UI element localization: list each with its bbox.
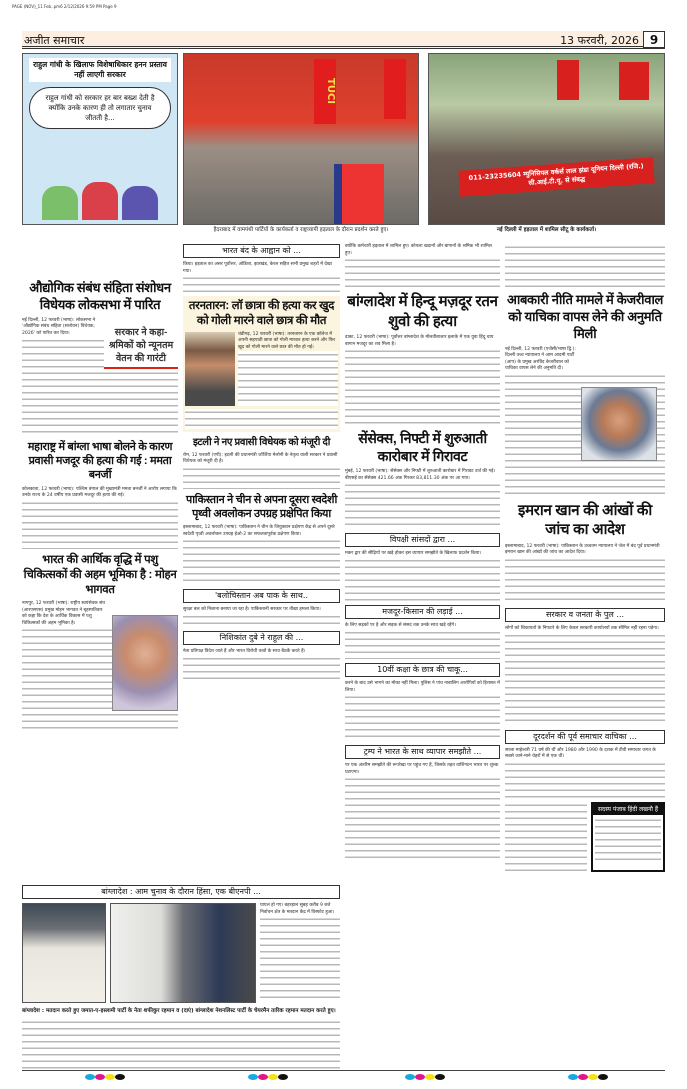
headline: इटली ने नए प्रवासी विधेयक को मंजूरी दी xyxy=(192,436,331,448)
continuation-heading: बांग्लादेश : आम चुनाव के दौरान हिंसा, एक बीएनपी ... xyxy=(22,885,340,899)
color-mark-magenta xyxy=(578,1074,588,1080)
continuation-heading: भारत बंद के आह्वान को ... xyxy=(183,244,340,258)
polls-photo-row xyxy=(22,903,340,1003)
flag xyxy=(619,62,649,100)
tarn-taran-body xyxy=(185,332,338,406)
photo-caption: नई दिल्ली में हड़ताल में शामिल सीटू के कार्यकर्ता। xyxy=(496,227,597,233)
protest-photo-hyderabad xyxy=(183,53,419,225)
color-mark-cyan xyxy=(85,1074,95,1080)
photo-caption: हैदराबाद में वामपंथी पार्टियों के कार्यकर्ता व राष्ट्रव्यापी हड़ताल के दौरान प्रदर्शन करते हुए। xyxy=(213,227,389,233)
article-body: लोगों को शिकायतों के निपटारे के लिए केवल सरकारी कार्यालयों तक सीमित नहीं रहना पड़ेगा। xyxy=(505,626,665,726)
headline: औद्योगिक संबंध संहिता संशोधन विधेयक लोकसभा में पारित xyxy=(29,280,171,312)
article-body xyxy=(185,409,338,429)
flag xyxy=(557,60,579,100)
left-columns xyxy=(22,244,340,731)
column-c xyxy=(345,244,500,1069)
cartoon-speech-bubble: राहुल गांधी को सरकार हर बार बख्श देती है क्योंकि उनके कारण ही तो लगातार चुनाव जीतती है... xyxy=(29,87,171,129)
color-mark-cyan xyxy=(568,1074,578,1080)
registration-bar xyxy=(22,1070,665,1071)
article-body: सरला माहेश्वरी 71 वर्ष की थीं और 1980 और 1990 के दशक में टीवी समाचार जगत के सबसे जाने-माने चेहरों में से एक थीं। xyxy=(505,748,665,798)
voter-photo xyxy=(22,903,106,1003)
protest-banner xyxy=(334,164,384,224)
continuation-heading: 10वीं कक्षा के छात्र की चाकू... xyxy=(345,663,500,677)
newspaper-name: अजीत समाचार xyxy=(24,34,85,47)
cartoon xyxy=(22,53,178,225)
page-number: 9 xyxy=(643,31,665,48)
cartoon-title: राहुल गांधी के खिलाफ विशेषाधिकार हनन प्रस्ताव नहीं लाएगी सरकार xyxy=(29,58,171,82)
article-body: के लिए सड़कों पर है और सड़क से संसद तक उनके साथ खड़े रहेंगे। xyxy=(345,623,500,659)
left-half xyxy=(22,244,340,1069)
cartoon-figure xyxy=(122,186,158,220)
color-mark-black xyxy=(278,1074,288,1080)
continuation-heading: ट्रम्प ने भारत के साथ व्यापार समझौते ... xyxy=(345,745,500,759)
color-mark-cyan xyxy=(405,1074,415,1080)
color-mark-yellow xyxy=(105,1074,115,1080)
article-body: क्योंकि कर्मचारी हड़ताल में शामिल हुए। कोयला खदानों और बागानों के श्रमिक भी शामिल हुए। xyxy=(345,244,500,288)
pull-quote: सरकार ने कहा- श्रमिकों को न्यूनतम वेतन की गारंटी xyxy=(104,324,178,369)
issue-date: 13 फरवरी, 2026 xyxy=(560,34,639,47)
continuation-heading: 'बलोचिस्तान अब पाक के साथ.. xyxy=(183,589,340,603)
bangladesh-polls-section xyxy=(22,881,340,1069)
color-mark-black xyxy=(435,1074,445,1080)
column-d xyxy=(505,244,665,1069)
continuation-heading: मजदूर-किसान की लड़ाई ... xyxy=(345,605,500,619)
kejriwal-photo xyxy=(581,387,657,461)
color-mark-cyan xyxy=(248,1074,258,1080)
article-box-tarn-taran xyxy=(183,296,340,432)
article-body: कोलकाता, 12 फरवरी (भाषा): पश्चिम बंगाल की मुख्यमंत्री ममता बनर्जी ने आरोप लगाया कि उनके राज्य के 24 वर्षीय एक प्रवासी मजदूर की हत्या की गई। xyxy=(22,487,178,549)
article-body: नागपुर, 12 फरवरी (भाषा): राष्ट्रीय स्वयंसेवक संघ (आरएसएस) प्रमुख मोहन भागवत ने बृहस्पतिवार को कहा कि देश के आर्थिक विकास में पशु चिकित्सकों की अहम भूमिका है। xyxy=(22,601,178,731)
article-body: मुंबई, 12 फरवरी (भाषा): सेंसेक्स और निफ्टी में शुरुआती कारोबार में गिरावट दर्ज की गई। बीएसई का सेंसेक्स 421.66 अंक गिरकर 83,811.30 अंक पर आ गया। xyxy=(345,469,500,529)
advertisement-box xyxy=(591,802,665,872)
color-mark-yellow xyxy=(425,1074,435,1080)
continuation-heading: निशिकांत दुबे ने राहुल की ... xyxy=(183,631,340,645)
headline: पाकिस्तान ने चीन से अपना दूसरा स्वदेशी पृथ्वी अवलोकन उपग्रह प्रक्षेपित किया xyxy=(185,493,337,521)
color-mark-black xyxy=(598,1074,608,1080)
color-mark-magenta xyxy=(415,1074,425,1080)
color-mark-magenta xyxy=(258,1074,268,1080)
article-body: पर एक अंतरिम समझौते की रूपरेखा पर पहुंच गए हैं, जिसके तहत वाशिंगटन भारत पर शुल्क घटाएगा। xyxy=(345,763,500,863)
article-body: मकर द्वार की सीढ़ियों पर खड़े होकर इस व्यापार समझौते के खिलाफ प्रदर्शन किया। xyxy=(345,551,500,601)
cartoon-figure xyxy=(42,186,78,220)
ad-body xyxy=(595,817,661,865)
article-body: इस्लामाबाद, 12 फरवरी (भाषा): पाकिस्तान के उच्चतम न्यायालय ने जेल में बंद पूर्व प्रधानमंत्री इमरान खान की आंखों की जांच का आदेश दिया। xyxy=(505,544,665,604)
victim-photo xyxy=(185,332,235,406)
article-body xyxy=(505,802,587,872)
protest-banner: 011-23235604 म्युनिसिपल वर्कर्स लाल झंडा यूनियन दिल्ली (रजि.) सी.आई.टी.यू. से संबद्ध xyxy=(458,157,654,197)
continuation-heading: दूरदर्शन की पूर्व समाचार वाचिका ... xyxy=(505,730,665,744)
article-body: इस्लामाबाद, 12 फरवरी (भाषा): पाकिस्तान ने चीन के जियुक्वान प्रक्षेपण केंद्र से अपने दूसरे स्वदेशी पृथ्वी अवलोकन उपग्रह ईओ-2 का सफलतापूर्वक प्रक्षेपण किया। xyxy=(183,525,340,585)
headline: सेंसेक्स, निफ्टी में शुरुआती कारोबार में गिरावट xyxy=(358,430,487,465)
headline: महाराष्ट्र में बांग्ला भाषा बोलने के कारण प्रवासी मजदूर की हत्या की गई : ममता बनर्जी xyxy=(27,440,173,482)
article-body: नेता प्रतिपक्ष विदेश जाते हैं और भारत विरोधी तत्वों के साथ बैठकें करते हैं। xyxy=(183,649,340,679)
article-body: ढाका, 12 फरवरी (भाषा): पूर्वोत्तर बांग्लादेश के मौलवीबाजार इलाके में एक युवा हिंदू चाय बागान मजदूर का शव मिला है। xyxy=(345,335,500,425)
headline: इमरान खान की आंखों की जांच का आदेश xyxy=(518,501,652,539)
continuation-heading: सरकार व जनता के पुल ... xyxy=(505,608,665,622)
protest-photo-delhi xyxy=(428,53,665,225)
continuation-heading: विपक्षी सांसदों द्वारा ... xyxy=(345,533,500,547)
right-half xyxy=(345,244,665,1069)
headline: आबकारी नीति मामले में केजरीवाल को याचिका वापस लेने की अनुमति मिली xyxy=(506,292,664,341)
color-mark-yellow xyxy=(588,1074,598,1080)
column-b xyxy=(183,244,340,731)
flag-banner: TUCI xyxy=(314,59,336,124)
mohan-bhagwat-photo xyxy=(112,615,178,711)
ad-row xyxy=(505,802,665,872)
cartoon-figure xyxy=(82,182,118,220)
article-body: रोम, 12 फरवरी (एपी): इटली की प्रधानमंत्री जॉर्जिया मेलोनी के नेतृत्व वाली सरकार ने प्रवासी विधेयक को मंजूरी दी है। xyxy=(183,453,340,489)
color-mark-yellow xyxy=(268,1074,278,1080)
article-body: किया। हड़ताल का असर पूर्वोत्तर, ओडिशा, झारखंड, केरल सहित सभी प्रमुख शहरों में देखा गया। xyxy=(183,262,340,292)
article-body xyxy=(22,1019,340,1069)
headline: तरनतारन: लॉ छात्रा की हत्या कर खुद को गोली मारने वाले छात्र की मौत xyxy=(188,300,335,327)
article-body xyxy=(505,244,665,288)
article-body: सरकार ने कहा- श्रमिकों को न्यूनतम वेतन की गारंटी नई दिल्ली, 12 फरवरी (भाषा): लोकसभा ने 'औद्योगिक संबंध संहिता (संशोधन) विधेयक, 2026' को पारित कर दिया। xyxy=(22,318,178,436)
article-body: नई दिल्ली, 12 फरवरी (एजेंसी/भाषा द्वि.): दिल्ली उच्च न्यायालय ने आम आदमी पार्टी (आप) के प्रमुख अरविंद केजरीवाल को याचिका वापस लेने की अनुमति दी। xyxy=(505,347,665,497)
article-body: करने के बाद उसे भागने का मौका नहीं मिला। पुलिस ने पांच नाबालिग आरोपियों को हिरासत में लिया। xyxy=(345,681,500,741)
photo-caption: बांग्लादेश : मतदान करते हुए जमात-ए-इस्लामी पार्टी के नेता शफीकुर रहमान व (दाएं) बांग्लादेश नेशनलिस्ट पार्टी के चेयरमैन तारिक रहमान मतदान करते हुए। xyxy=(22,1008,336,1014)
voting-photo xyxy=(110,903,256,1003)
color-mark-black xyxy=(115,1074,125,1080)
headline: भारत की आर्थिक वृद्धि में पशु चिकित्सकों की अहम भूमिका है : मोहन भागवत xyxy=(23,553,177,596)
column-a xyxy=(22,244,178,731)
color-mark-magenta xyxy=(95,1074,105,1080)
headline: बांग्लादेश में हिन्दू मज़दूर रतन शुवो की हत्या xyxy=(347,293,498,330)
article-body: सुरक्षा बल को निशाना बनाया जा रहा है। पाकिस्तानी सरकार पर तीखा हमला किया। xyxy=(183,607,340,627)
article-body: चंडीगढ़, 12 फरवरी (भाषा): तरनतारन के एक कॉलेज में अपनी सहपाठी छात्रा को गोली मारकर हत्या करने और फिर खुद को गोली मारने वाले छात्र की मौत हो गई। xyxy=(238,332,338,406)
ad-title: सदस्य पंजाब हिंदी लखनौ हैं xyxy=(593,804,663,815)
page-header xyxy=(22,31,665,49)
print-slug: PAGE (NOV)_11 Feb..pm6 2/12/2026 9:59 PM Page 9 xyxy=(12,4,117,9)
flag-banner xyxy=(384,59,406,119)
article-body: घायल हो गए। बहरहाल सुबह करीब 9 बजे निर्वाचन क्षेत्र के मतदान केंद्र में विस्फोट हुआ। xyxy=(260,903,340,1003)
cartoon-figures xyxy=(42,182,158,220)
